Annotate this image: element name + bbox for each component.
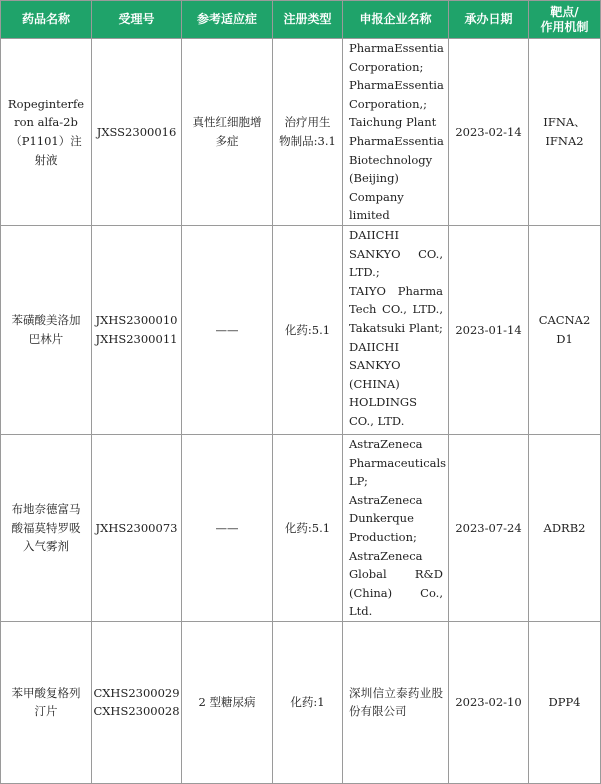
table-row bbox=[1, 39, 601, 226]
company-line: AstraZeneca Dunkerque Production; bbox=[349, 492, 423, 544]
acceptance-no: CXHS2300028 bbox=[93, 704, 180, 719]
target-cell bbox=[529, 225, 601, 434]
company-line: PharmaEssentia Corporation; bbox=[349, 41, 444, 74]
company-line: Taichung Plant bbox=[349, 115, 437, 130]
table-row bbox=[1, 621, 601, 783]
drug-name-cell bbox=[1, 225, 92, 434]
acceptance-no-cell bbox=[92, 225, 182, 434]
header-target bbox=[529, 1, 601, 39]
company-cell bbox=[343, 434, 449, 621]
target: CACNA2D1 bbox=[538, 313, 591, 346]
date-cell: 2023-02-14 bbox=[449, 39, 529, 226]
indication-cell: 2 型糖尿病 bbox=[182, 621, 273, 783]
acceptance-no: JXSS2300016 bbox=[96, 124, 177, 139]
drug-name-cell bbox=[1, 621, 92, 783]
target-cell: ADRB2 bbox=[529, 434, 601, 621]
target-cell: DPP4 bbox=[529, 621, 601, 783]
header-reg-type: 注册类型 bbox=[273, 1, 343, 39]
date-cell: 2023-02-10 bbox=[449, 621, 529, 783]
company-cell bbox=[343, 621, 449, 783]
company-line: Company limited bbox=[349, 189, 404, 223]
header-row bbox=[1, 1, 601, 39]
indication-cell: —— bbox=[182, 225, 273, 434]
company-line: DAIICHI SANKYO CO., LTD.; bbox=[349, 227, 443, 280]
acceptance-no: JXHS2300011 bbox=[95, 331, 178, 346]
reg-type-cell bbox=[273, 39, 343, 226]
drug-name: 苯甲酸复格列汀片 bbox=[11, 685, 81, 719]
drug-name: 苯磺酸美洛加巴林片 bbox=[11, 313, 81, 346]
date-cell: 2023-07-24 bbox=[449, 434, 529, 621]
company-line: DAIICHI SANKYO (CHINA) HOLDINGS CO., LTD. bbox=[349, 339, 417, 428]
drug-name-cell bbox=[1, 39, 92, 226]
drug-name: 布地奈德富马酸福莫特罗吸入气雾剂 bbox=[11, 501, 81, 554]
indication-cell: —— bbox=[182, 434, 273, 621]
company-line: AstraZeneca Global R&D (China) Co., Ltd. bbox=[349, 548, 443, 619]
acceptance-no-cell bbox=[92, 621, 182, 783]
target: IFNA、IFNA2 bbox=[543, 115, 586, 148]
company-line: PharmaEssentia Corporation,; bbox=[349, 78, 444, 111]
reg-type: 治疗用生物制品:3.1 bbox=[279, 115, 336, 148]
date-cell: 2023-01-14 bbox=[449, 225, 529, 434]
header-target-line2: 作用机制 bbox=[540, 19, 589, 34]
acceptance-no: CXHS2300029 bbox=[93, 685, 180, 700]
company-cell bbox=[343, 39, 449, 226]
acceptance-no: JXHS2300073 bbox=[95, 520, 178, 535]
header-acceptance-no: 受理号 bbox=[92, 1, 182, 39]
header-date: 承办日期 bbox=[449, 1, 529, 39]
drug-name-cell bbox=[1, 434, 92, 621]
acceptance-no: JXHS2300010 bbox=[95, 313, 178, 328]
header-indication: 参考适应症 bbox=[182, 1, 273, 39]
indication-cell bbox=[182, 39, 273, 226]
reg-type-cell: 化药:1 bbox=[273, 621, 343, 783]
company-line: AstraZeneca Pharmaceuticals LP; bbox=[349, 436, 447, 489]
indication: 真性红细胞增多症 bbox=[192, 115, 262, 148]
drug-name: Ropeginterferon alfa-2b（P1101）注射液 bbox=[7, 96, 85, 167]
table-row bbox=[1, 225, 601, 434]
table-row bbox=[1, 434, 601, 621]
reg-type-cell: 化药:5.1 bbox=[273, 434, 343, 621]
acceptance-no-cell bbox=[92, 39, 182, 226]
company-line: 深圳信立泰药业股份有限公司 bbox=[349, 685, 443, 719]
header-drug-name: 药品名称 bbox=[1, 1, 92, 39]
target-cell bbox=[529, 39, 601, 226]
header-target-line1: 靶点/ bbox=[550, 4, 579, 19]
company-line: TAIYO Pharma Tech CO., LTD., Takatsuki Plant; bbox=[349, 283, 443, 335]
header-company: 申报企业名称 bbox=[343, 1, 449, 39]
company-line: PharmaEssentia Biotechnology (Beijing) bbox=[349, 133, 444, 186]
company-cell bbox=[343, 225, 449, 434]
reg-type-cell: 化药:5.1 bbox=[273, 225, 343, 434]
acceptance-no-cell bbox=[92, 434, 182, 621]
